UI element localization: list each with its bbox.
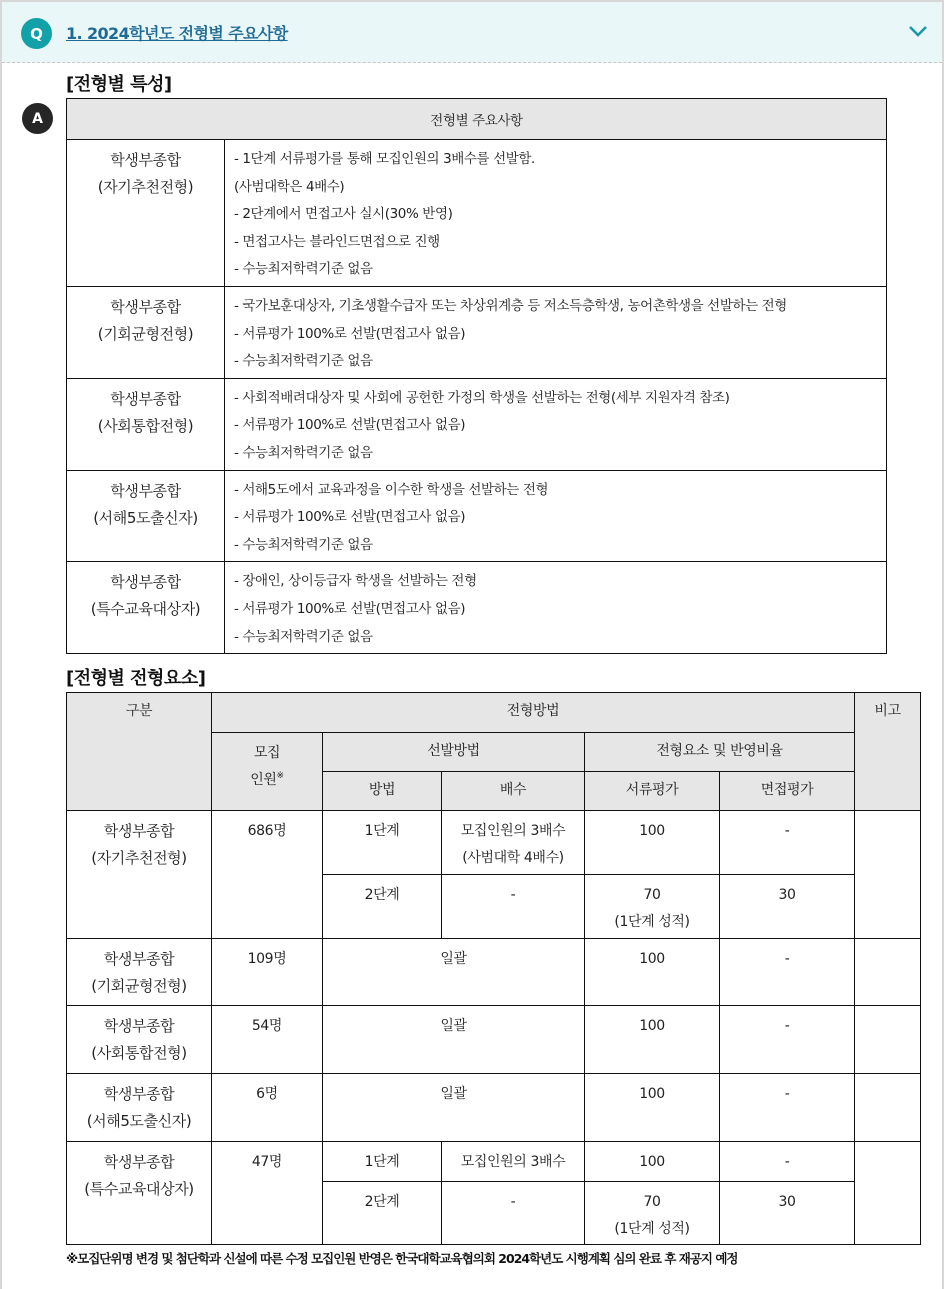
desc-line: - 서류평가 100%로 선발(면접고사 없음) (234, 417, 466, 434)
row-name: 학생부종합 (103, 950, 175, 968)
row-name: 학생부종합 (110, 573, 181, 592)
header-quota (212, 733, 323, 811)
table-row (67, 286, 887, 378)
row-name: 학생부종합 (103, 1153, 175, 1171)
document-note: (1단계 성적) (614, 914, 690, 930)
multiple-cell: - (442, 1182, 585, 1245)
row-name: 학생부종합 (103, 1017, 175, 1035)
row-subname: (기회균형전형) (91, 977, 187, 995)
step-cell: 1단계 (323, 1142, 442, 1182)
header-quota-line1: 모집 (253, 745, 281, 761)
table-row (67, 1074, 921, 1142)
header-quota-line2 (213, 767, 321, 794)
desc-line: - 국가보훈대상자, 기초생활수급자 또는 차상위계층 등 저소득층학생, 농어촌학생을 선발하는 전형 (234, 297, 787, 314)
document-cell: 100 (585, 1074, 720, 1142)
table-row (67, 939, 921, 1006)
row-subname: (자기추천전형) (97, 178, 194, 196)
interview-cell: - (720, 1142, 855, 1182)
answer-badge: A (22, 103, 53, 134)
table-row (67, 562, 887, 654)
table-row (67, 378, 887, 470)
footnote: ※모집단위명 변경 및 첨단학과 신설에 따른 수정 모집인원 반영은 한국대학교육협의회 2024학년도 시행계획 심의 완료 후 재공지 예정 (66, 1251, 738, 1266)
remarks-cell (855, 1074, 921, 1142)
document-cell (585, 1182, 720, 1245)
document-value: 70 (643, 887, 661, 903)
desc-line: - 수능최저학력기준 없음 (234, 261, 373, 278)
multiple-line: (사범대학 4배수) (462, 850, 564, 866)
document-cell: 100 (585, 1142, 720, 1182)
header-remarks: 비고 (855, 693, 921, 811)
desc-line: - 수능최저학력기준 없음 (234, 444, 373, 461)
header-document: 서류평가 (585, 772, 720, 811)
document-cell: 100 (585, 811, 720, 875)
row-subname: (서해5도출신자) (86, 1112, 192, 1130)
quota-cell: 109명 (212, 939, 323, 1006)
row-name: 학생부종합 (110, 389, 181, 408)
interview-cell: - (720, 939, 855, 1006)
row-subname: (특수교육대상자) (90, 600, 201, 619)
desc-line: (사범대학은 4배수) (234, 178, 345, 195)
row-subname: (서해5도출신자) (93, 508, 198, 527)
table-row (67, 470, 887, 562)
header-step: 방법 (323, 772, 442, 811)
section-title-elements: [전형별 전형요소] (66, 668, 206, 689)
multiple-line: 모집인원의 3배수 (460, 823, 566, 839)
quota-cell: 686명 (212, 811, 323, 939)
desc-line: - 수능최저학력기준 없음 (234, 628, 373, 645)
row-name: 학생부종합 (110, 297, 181, 316)
step-cell: 2단계 (323, 1182, 442, 1245)
multiple-cell (442, 811, 585, 875)
header-elements: 전형요소 및 반영비율 (585, 733, 855, 772)
desc-line: - 서해5도에서 교육과정을 이수한 학생을 선발하는 전형 (234, 481, 549, 498)
step-cell: 2단계 (323, 875, 442, 939)
row-subname: (사회통합전형) (97, 416, 194, 435)
multiple-cell: 모집인원의 3배수 (442, 1142, 585, 1182)
step-cell: 1단계 (323, 811, 442, 875)
remarks-cell (855, 1006, 921, 1074)
interview-cell: 30 (720, 875, 855, 939)
header-multiple: 배수 (442, 772, 585, 811)
row-subname: (기회균형전형) (97, 324, 194, 343)
chevron-down-icon[interactable] (908, 24, 928, 38)
document-note: (1단계 성적) (614, 1221, 690, 1237)
remarks-cell (855, 1142, 921, 1245)
row-name: 학생부종합 (110, 151, 181, 169)
interview-cell: - (720, 811, 855, 875)
row-subname: (자기추천전형) (91, 849, 187, 867)
table-row (67, 1006, 921, 1074)
question-badge: Q (21, 18, 52, 49)
document-value: 70 (643, 1194, 661, 1210)
interview-cell: - (720, 1006, 855, 1074)
question-header[interactable] (2, 2, 942, 63)
table-row (67, 811, 921, 875)
desc-line: - 1단계 서류평가를 통해 모집인원의 3배수를 선발함. (234, 151, 535, 167)
characteristics-table (66, 98, 887, 654)
document-cell: 100 (585, 1006, 720, 1074)
header-selection: 선발방법 (323, 733, 585, 772)
multiple-cell: - (442, 875, 585, 939)
document-cell (585, 875, 720, 939)
desc-line: - 2단계에서 면접고사 실시(30% 반영) (234, 206, 453, 223)
desc-line: - 서류평가 100%로 선발(면접고사 없음) (234, 509, 466, 526)
elements-table (66, 692, 921, 1245)
header-category: 구분 (67, 693, 212, 811)
table-header: 전형별 주요사항 (67, 99, 887, 140)
desc-line: - 면접고사는 블라인드면접으로 진행 (234, 233, 440, 250)
table-row (67, 1142, 921, 1182)
table-row (67, 140, 887, 287)
header-method: 전형방법 (212, 693, 855, 733)
section-title-characteristics: [전형별 특성] (66, 74, 172, 95)
desc-line: - 수능최저학력기준 없음 (234, 353, 373, 370)
document-cell: 100 (585, 939, 720, 1006)
desc-line: - 사회적배려대상자 및 사회에 공헌한 가정의 학생을 선발하는 전형(세부 지원자격 참조) (234, 389, 730, 406)
desc-line: - 서류평가 100%로 선발(면접고사 없음) (234, 600, 466, 617)
remarks-cell (855, 811, 921, 939)
quota-cell: 47명 (212, 1142, 323, 1245)
header-quota-label: 인원 (250, 772, 277, 788)
row-name: 학생부종합 (110, 481, 181, 500)
desc-line: - 수능최저학력기준 없음 (234, 536, 373, 553)
desc-line: - 장애인, 상이등급자 학생을 선발하는 전형 (234, 573, 477, 590)
interview-cell: 30 (720, 1182, 855, 1245)
row-subname: (특수교육대상자) (84, 1180, 194, 1198)
header-interview: 면접평가 (720, 772, 855, 811)
question-title-link[interactable]: 1. 2024학년도 전형별 주요사항 (66, 24, 288, 43)
remarks-cell (855, 939, 921, 1006)
row-name: 학생부종합 (103, 1085, 175, 1103)
selection-cell: 일괄 (323, 939, 585, 1006)
interview-cell: - (720, 1074, 855, 1142)
selection-cell: 일괄 (323, 1006, 585, 1074)
quota-cell: 54명 (212, 1006, 323, 1074)
row-subname: (사회통합전형) (91, 1044, 187, 1062)
note-mark: ※ (276, 771, 284, 781)
row-name: 학생부종합 (103, 822, 175, 840)
desc-line: - 서류평가 100%로 선발(면접고사 없음) (234, 325, 466, 342)
selection-cell: 일괄 (323, 1074, 585, 1142)
quota-cell: 6명 (212, 1074, 323, 1142)
